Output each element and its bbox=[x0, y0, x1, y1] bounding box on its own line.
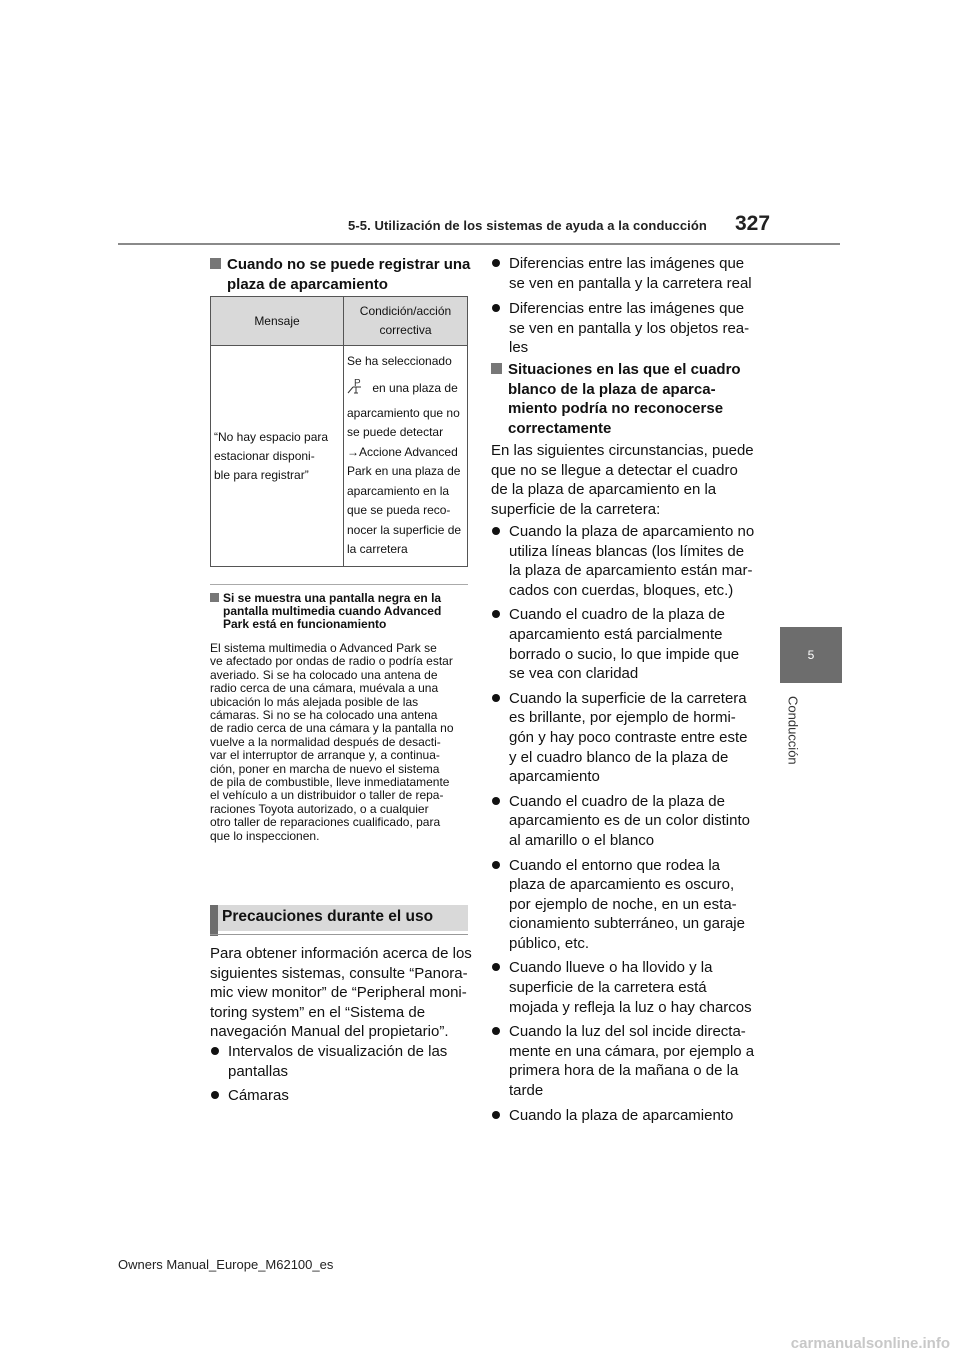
precautions-title: Precauciones durante el uso bbox=[222, 908, 434, 925]
footer-text: Owners Manual_Europe_M62100_es bbox=[118, 1257, 334, 1272]
precautions-paragraph: Para obtener información acerca de los siguientes sistemas, consulte “Panora- mic view monitor” de “Peripheral moni- toring system” en el “Sistema de navegación Manual del propietario”. bbox=[210, 945, 472, 1041]
list-item: Cuando la luz del sol incide directa- mente en una cámara, por ejemplo a primera hora de la mañana o de la tarde bbox=[491, 1022, 756, 1100]
list-item: Cuando la plaza de aparcamiento no utiliza líneas blancas (los límites de la plaza de aparcamiento están mar- cados con cuerdas, bloques, etc.) bbox=[491, 522, 756, 600]
differences-list bbox=[491, 254, 753, 358]
table-header-message: Mensaje bbox=[211, 297, 344, 346]
section2-intro: En las siguientes circunstancias, puede que no se llegue a detectar el cuadro de la plaza de aparcamiento en la superficie de la carretera: bbox=[491, 442, 754, 518]
note-body: El sistema multimedia o Advanced Park se ve afectado por ondas de radio o podría estar averiado. Si se ha colocado una antena de radio cerca de una cámara, muévala a una ubicación lo más alejada posible de las cámaras. Si no se ha colocado una antena de radio cerca de una cámara y la pantalla no vuelve a la normalidad después de desacti- var el interruptor de arranque y, a continua- ción, poner en marcha de nuevo el sistema de pila de combustible, lleve inmediatamente el vehículo a un distribuidor o taller de repa- raciones Toyota autorizado, o a cualquier otro taller de reparaciones cualificado, para que lo inspeccionen. bbox=[210, 641, 454, 843]
precautions-heading-rule bbox=[210, 934, 468, 935]
header-section-title: 5-5. Utilización de los sistemas de ayuda a la conducción bbox=[348, 218, 707, 233]
watermark: carmanualsonline.info bbox=[790, 1335, 950, 1352]
list-item: Cuando la plaza de aparcamiento bbox=[491, 1106, 756, 1126]
list-item: Diferencias entre las imágenes que se ven en pantalla y los objetos rea- les bbox=[491, 299, 753, 358]
svg-text:P: P bbox=[354, 377, 361, 389]
conditions-list bbox=[491, 522, 756, 1125]
list-item: Cuando el cuadro de la plaza de aparcamiento está parcialmente borrado o sucio, lo que impide que se vea con claridad bbox=[491, 605, 756, 683]
list-item: Cámaras bbox=[210, 1086, 480, 1106]
list-item: Intervalos de visualización de las pantallas bbox=[210, 1042, 480, 1081]
table-cell-message: “No hay espacio para estacionar disponi- ble para registrar” bbox=[211, 346, 344, 567]
chapter-number: 5 bbox=[807, 648, 815, 662]
list-item: Diferencias entre las imágenes que se ven en pantalla y la carretera real bbox=[491, 254, 753, 293]
precautions-list bbox=[210, 1042, 480, 1106]
parking-space-icon bbox=[347, 375, 367, 393]
chapter-label: Conducción bbox=[785, 695, 801, 765]
section-square-icon bbox=[210, 258, 221, 269]
table-header-condition: Condición/acción correctiva bbox=[344, 297, 468, 346]
section-square-icon bbox=[491, 363, 502, 374]
list-item: Cuando llueve o ha llovido y la superficie de la carretera está mojada y refleja la luz o hay charcos bbox=[491, 958, 756, 1017]
page-number: 327 bbox=[735, 212, 771, 235]
precautions-heading-bar bbox=[210, 905, 218, 936]
message-table bbox=[210, 296, 468, 567]
table-cell-condition: Se ha seleccionado P en una plaza de aparcamiento que no se puede detectar →Accione Advanced Park en una plaza de aparcamiento en la que se pueda reco- nocer la superficie de la carretera bbox=[344, 346, 468, 567]
header-rule bbox=[118, 243, 840, 245]
note-rule bbox=[210, 584, 468, 585]
section2-title: Situaciones en las que el cuadro blanco de la plaza de aparca- miento podría no reconocerse correctamente bbox=[491, 360, 753, 438]
list-item: Cuando el entorno que rodea la plaza de aparcamiento es oscuro, por ejemplo de noche, en un esta- cionamiento subterráneo, un garaje público, etc. bbox=[491, 856, 756, 954]
list-item: Cuando la superficie de la carretera es brillante, por ejemplo de hormi- gón y hay poco contraste entre este y el cuadro blanco de la plaza de aparcamiento bbox=[491, 689, 756, 787]
list-item: Cuando el cuadro de la plaza de aparcamiento es de un color distinto al amarillo o el blanco bbox=[491, 792, 756, 851]
note-square-icon bbox=[210, 593, 219, 602]
section1-title: Cuando no se puede registrar una plaza de aparcamiento bbox=[210, 255, 470, 294]
note-title: Si se muestra una pantalla negra en la pantalla multimedia cuando Advanced Park está en funcionamiento bbox=[210, 592, 472, 632]
